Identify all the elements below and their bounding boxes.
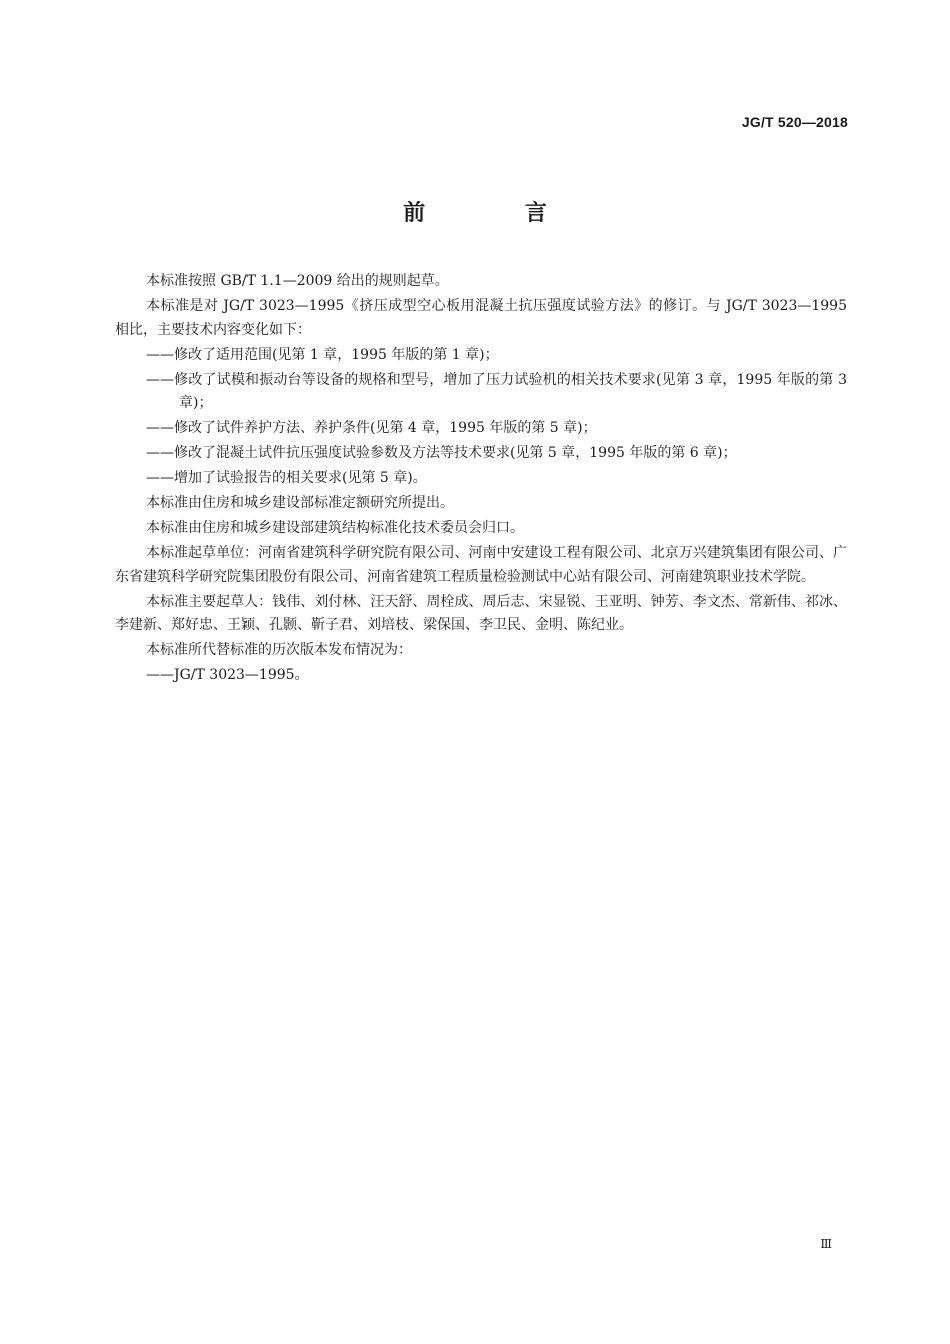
paragraph-history-intro: 本标准所代替标准的历次版本发布情况为： <box>146 642 412 658</box>
foreword-body <box>115 270 847 689</box>
change-item: ——增加了试验报告的相关要求(见第 5 章)。 <box>146 470 427 486</box>
paragraph-proposer: 本标准由住房和城乡建设部标准定额研究所提出。 <box>146 495 454 511</box>
history-item: ——JG/T 3023—1995。 <box>146 667 309 683</box>
change-item: ——修改了试模和振动台等设备的规格和型号，增加了压力试验机的相关技术要求(见第 3 章，1995 年版的第 3 章)； <box>146 371 847 411</box>
standard-code: JG/T 520—2018 <box>741 114 848 130</box>
paragraph-drafters: 本标准主要起草人：钱伟、刘付林、汪天舒、周栓成、周后志、宋显锐、王亚明、钟芳、李文杰、常新伟、祁冰、李建新、郑好忠、王颖、孔颢、靳子君、刘培枝、梁保国、李卫民、金明、陈纪业。 <box>115 593 847 633</box>
paragraph-revision-summary: 本标准是对 JG/T 3023—1995《挤压成型空心板用混凝土抗压强度试验方法》的修订。与 JG/T 3023—1995 相比，主要技术内容变化如下： <box>115 298 847 338</box>
paragraph-administrator: 本标准由住房和城乡建设部建筑结构标准化技术委员会归口。 <box>146 520 524 536</box>
page-number: Ⅲ <box>820 1237 832 1251</box>
paragraph-drafting-rules: 本标准按照 GB/T 1.1—2009 给出的规则起草。 <box>146 273 449 289</box>
page-title: 前 言 <box>403 201 593 226</box>
paragraph-drafting-units: 本标准起草单位：河南省建筑科学研究院有限公司、河南中安建设工程有限公司、北京万兴建筑集团有限公司、广东省建筑科学研究院集团股份有限公司、河南省建筑工程质量检验测试中心站有限公司、河南建筑职业技术学院。 <box>115 545 847 585</box>
change-item: ——修改了适用范围(见第 1 章，1995 年版的第 1 章)； <box>146 346 499 363</box>
change-item: ——修改了混凝土试件抗压强度试验参数及方法等技术要求(见第 5 章，1995 年版的第 6 章)； <box>146 445 737 461</box>
change-item: ——修改了试件养护方法、养护条件(见第 4 章，1995 年版的第 5 章)； <box>146 420 597 436</box>
